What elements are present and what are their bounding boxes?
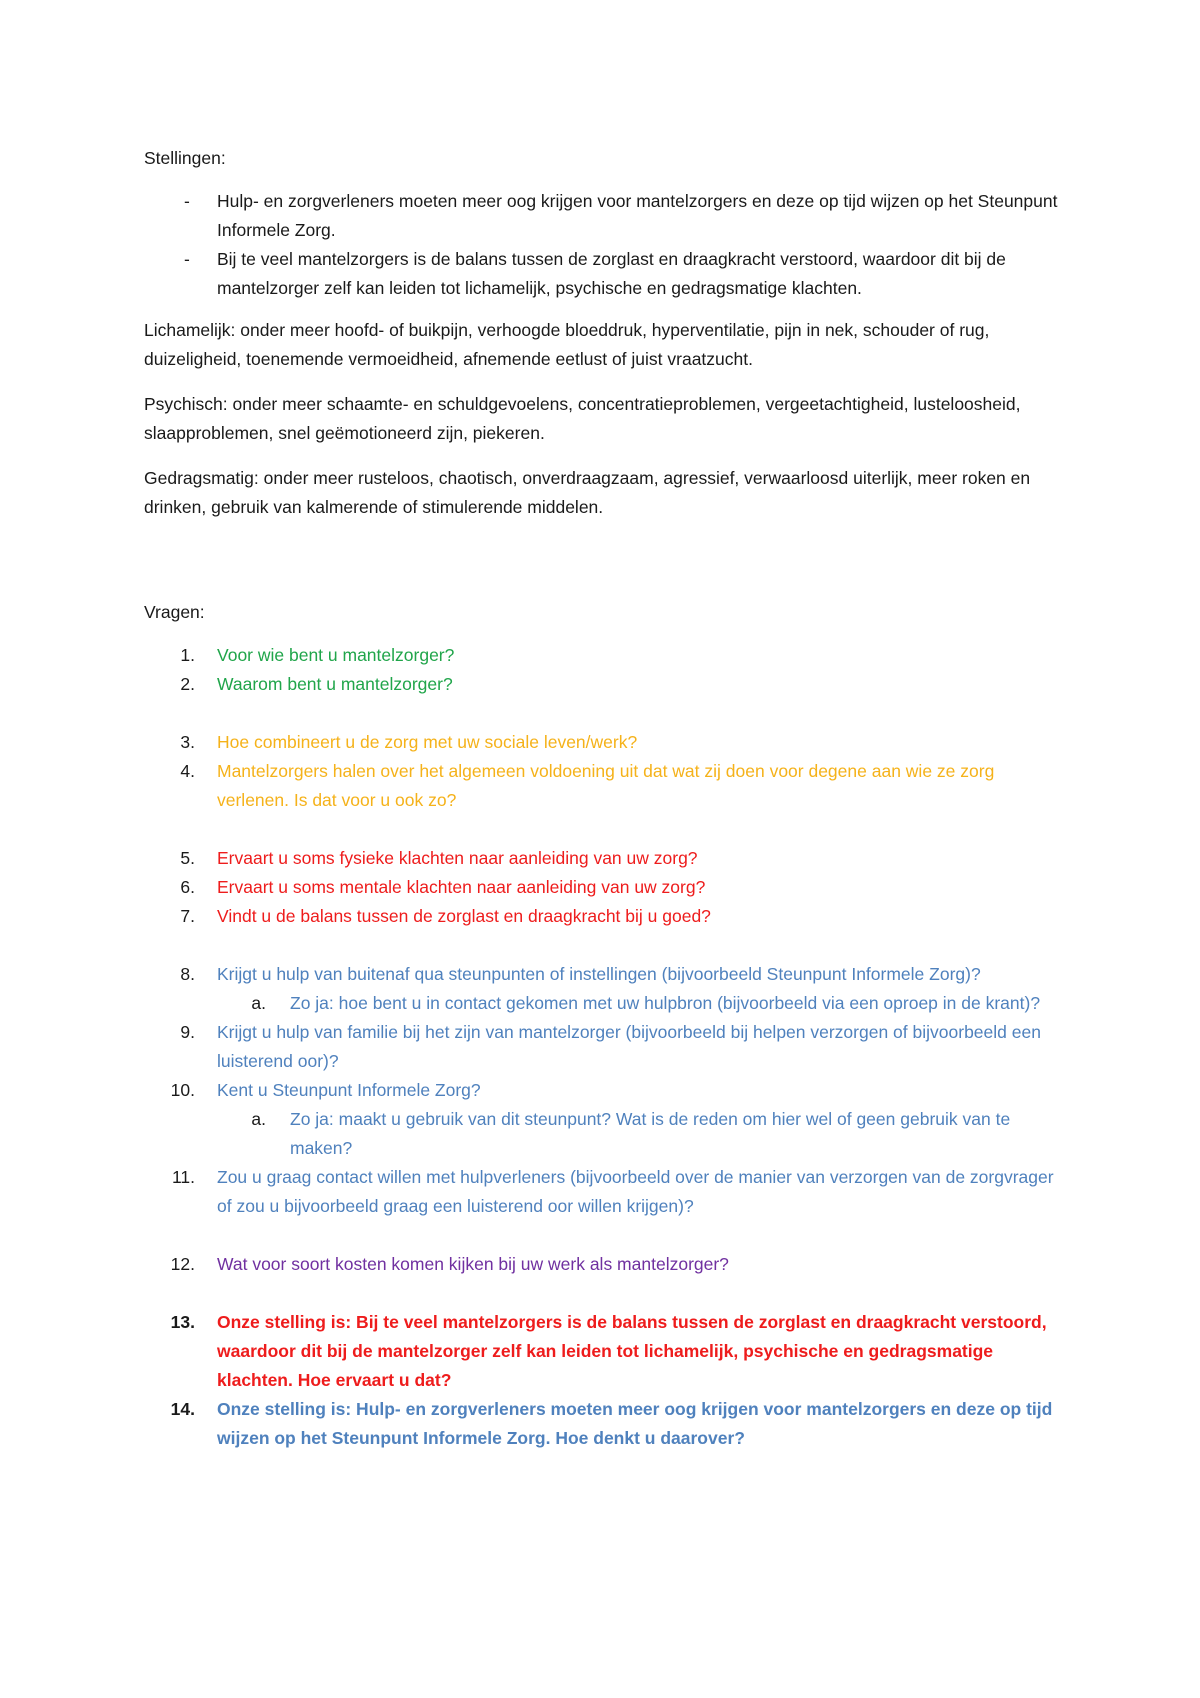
question-text: Kent u Steunpunt Informele Zorg?	[217, 1080, 481, 1100]
paragraph-psychisch: Psychisch: onder meer schaamte- en schuldgevoelens, concentratieproblemen, vergeetachtigheid, lusteloosheid, slaapproblemen, snel geëmotioneerd zijn, piekeren.	[144, 394, 1021, 443]
question-text: Zou u graag contact willen met hulpverleners (bijvoorbeeld over de manier van verzorgen van de zorgvrager of zou u bijvoorbeeld graag een luisterend oor willen krijgen)?	[217, 1167, 1054, 1216]
question-text: Vindt u de balans tussen de zorglast en draagkracht bij u goed?	[217, 906, 711, 926]
question-number: 4.	[180, 761, 195, 781]
vragen-heading: Vragen:	[144, 602, 205, 622]
question-text: Onze stelling is: Hulp- en zorgverleners moeten meer oog krijgen voor mantelzorgers en deze op tijd wijzen op het Steunpunt Informele Zorg. Hoe denkt u daarover?	[217, 1399, 1053, 1448]
question-text: Mantelzorgers halen over het algemeen voldoening uit dat wat zij doen voor degene aan wie ze zorg verlenen. Is dat voor u ook zo?	[217, 761, 995, 810]
question-item	[144, 1395, 1064, 1453]
question-text: Onze stelling is: Bij te veel mantelzorgers is de balans tussen de zorglast en draagkracht verstoord, waardoor dit bij de mantelzorger zelf kan leiden tot lichamelijk, psychische en gedragsmatige klachten. Hoe ervaart u dat?	[217, 1312, 1047, 1390]
question-item	[144, 641, 1064, 670]
question-number: 14.	[170, 1399, 195, 1419]
question-text: Ervaart u soms mentale klachten naar aanleiding van uw zorg?	[217, 877, 706, 897]
stellingen-list	[144, 187, 1064, 303]
question-item	[144, 902, 1064, 931]
stellingen-heading: Stellingen:	[144, 148, 226, 168]
question-item	[144, 844, 1064, 873]
question-text: Krijgt u hulp van buitenaf qua steunpunten of instellingen (bijvoorbeeld Steunpunt Informele Zorg)?	[217, 964, 981, 984]
question-number: 2.	[180, 674, 195, 694]
question-number: 5.	[180, 848, 195, 868]
question-item	[144, 873, 1064, 902]
stelling-text: Hulp- en zorgverleners moeten meer oog krijgen voor mantelzorgers en deze op tijd wijzen op het Steunpunt Informele Zorg.	[217, 191, 1058, 240]
sub-question-item	[144, 1105, 1064, 1163]
question-number: 6.	[180, 877, 195, 897]
sub-question-item	[144, 989, 1064, 1018]
question-number: 9.	[180, 1022, 195, 1042]
question-item	[144, 1308, 1064, 1395]
question-number: 11.	[171, 1167, 195, 1187]
bullet-dash: -	[184, 191, 190, 211]
document-body	[144, 144, 1064, 1453]
sub-question-letter: a.	[251, 993, 266, 1013]
question-text: Voor wie bent u mantelzorger?	[217, 645, 455, 665]
question-number: 12.	[170, 1254, 195, 1274]
paragraph-gedragsmatig: Gedragsmatig: onder meer rusteloos, chaotisch, onverdraagzaam, agressief, verwaarloosd uiterlijk, meer roken en drinken, gebruik van kalmerende of stimulerende middelen.	[144, 468, 1031, 517]
question-number: 8.	[180, 964, 195, 984]
question-text: Hoe combineert u de zorg met uw sociale leven/werk?	[217, 732, 638, 752]
question-item	[144, 1018, 1064, 1076]
paragraph-lichamelijk: Lichamelijk: onder meer hoofd- of buikpijn, verhoogde bloeddruk, hyperventilatie, pijn in nek, schouder of rug, duizeligheid, toenemende vermoeidheid, afnemende eetlust of juist vraatzucht.	[144, 320, 990, 369]
stelling-text: Bij te veel mantelzorgers is de balans tussen de zorglast en draagkracht verstoord, waardoor dit bij de mantelzorger zelf kan leiden tot lichamelijk, psychische en gedragsmatige klachten.	[217, 249, 1006, 298]
question-item	[144, 960, 1064, 989]
stelling-item	[144, 245, 1064, 303]
question-number: 13.	[170, 1312, 195, 1332]
bullet-dash: -	[184, 249, 190, 269]
question-number: 1.	[180, 645, 195, 665]
question-item	[144, 670, 1064, 699]
question-item	[144, 757, 1064, 815]
sub-question-text: Zo ja: maakt u gebruik van dit steunpunt? Wat is de reden om hier wel of geen gebruik van te maken?	[290, 1109, 1011, 1158]
question-number: 10.	[170, 1080, 195, 1100]
sub-question-text: Zo ja: hoe bent u in contact gekomen met uw hulpbron (bijvoorbeeld via een oproep in de krant)?	[290, 993, 1041, 1013]
question-item	[144, 728, 1064, 757]
question-text: Krijgt u hulp van familie bij het zijn van mantelzorger (bijvoorbeeld bij helpen verzorgen of bijvoorbeeld een luisterend oor)?	[217, 1022, 1041, 1071]
question-text: Waarom bent u mantelzorger?	[217, 674, 453, 694]
question-item	[144, 1163, 1064, 1221]
question-number: 7.	[180, 906, 195, 926]
question-item	[144, 1250, 1064, 1279]
question-number: 3.	[180, 732, 195, 752]
sub-question-letter: a.	[251, 1109, 266, 1129]
question-text: Wat voor soort kosten komen kijken bij uw werk als mantelzorger?	[217, 1254, 729, 1274]
question-item	[144, 1076, 1064, 1105]
stelling-item	[144, 187, 1064, 245]
question-text: Ervaart u soms fysieke klachten naar aanleiding van uw zorg?	[217, 848, 698, 868]
